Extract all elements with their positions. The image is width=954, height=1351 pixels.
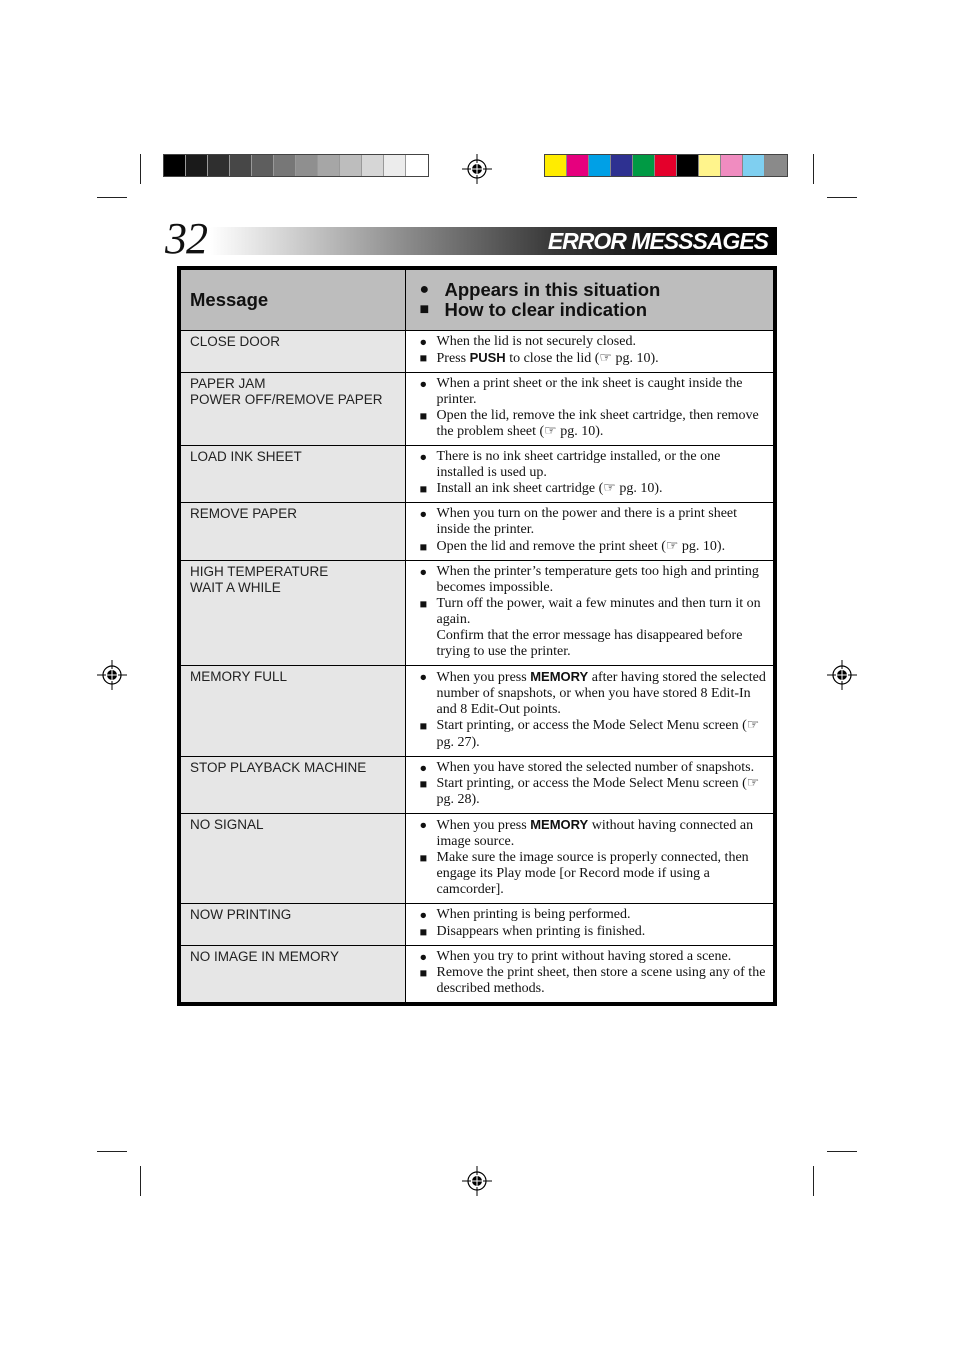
crop-mark bbox=[827, 197, 857, 198]
description-text: Turn off the power, wait a few minutes and then turn it on again. bbox=[436, 595, 761, 627]
situation-description-cell bbox=[405, 945, 775, 1004]
bullet-square-icon: ■ bbox=[419, 539, 428, 554]
table-row bbox=[179, 904, 775, 945]
item-text bbox=[437, 669, 768, 718]
error-message-cell bbox=[179, 904, 405, 945]
page-number: 32 bbox=[165, 214, 207, 263]
error-message-text: PAPER JAM bbox=[190, 375, 266, 391]
item-text bbox=[437, 907, 768, 923]
clear-instruction-item bbox=[420, 408, 768, 440]
table-header-row bbox=[179, 268, 775, 330]
bullet-square-icon: ■ bbox=[419, 350, 428, 365]
situation-description-cell bbox=[405, 904, 775, 945]
error-message-text: LOAD INK SHEET bbox=[190, 449, 302, 465]
bullet-spacer bbox=[420, 628, 437, 660]
clear-instruction-item bbox=[420, 965, 768, 997]
bullet-square-icon: ■ bbox=[419, 408, 428, 423]
gray-patch bbox=[230, 155, 252, 176]
description-text: Press bbox=[436, 350, 470, 366]
gray-patch bbox=[186, 155, 208, 176]
situation-description-cell bbox=[405, 330, 775, 372]
description-text: Install an ink sheet cartridge (☞ pg. 10). bbox=[436, 481, 663, 497]
situation-description-cell bbox=[405, 503, 775, 560]
color-patch bbox=[743, 155, 765, 176]
table-row bbox=[179, 560, 775, 666]
table-row bbox=[179, 446, 775, 503]
situation-item bbox=[420, 907, 768, 923]
crop-mark bbox=[813, 1166, 814, 1196]
description-text: Start printing, or access the Mode Select Menu screen (☞ pg. 28). bbox=[436, 775, 760, 807]
bullet-circle-icon: ● bbox=[419, 817, 428, 832]
bullet-circle-icon: ● bbox=[419, 949, 428, 964]
item-text bbox=[437, 718, 768, 750]
crop-mark bbox=[140, 154, 141, 184]
item-text bbox=[437, 760, 768, 776]
description-text: Disappears when printing is finished. bbox=[436, 923, 646, 939]
table-row bbox=[179, 813, 775, 903]
registration-mark-icon bbox=[827, 660, 857, 690]
item-text bbox=[437, 376, 768, 408]
button-name-text: MEMORY bbox=[530, 816, 589, 832]
situation-item bbox=[420, 449, 768, 481]
crop-mark bbox=[97, 1151, 127, 1152]
color-patch bbox=[677, 155, 699, 176]
gray-patch bbox=[208, 155, 230, 176]
item-text bbox=[437, 850, 768, 898]
description-text: Start printing, or access the Mode Select Menu screen (☞ pg. 27). bbox=[436, 718, 760, 750]
situation-item bbox=[420, 564, 768, 596]
table-row bbox=[179, 503, 775, 560]
error-message-cell bbox=[179, 372, 405, 445]
table-row bbox=[179, 330, 775, 372]
item-text bbox=[437, 564, 768, 596]
item-text bbox=[437, 350, 768, 367]
description-text: Remove the print sheet, then store a scene using any of the described methods. bbox=[436, 964, 766, 996]
item-text bbox=[437, 949, 768, 965]
error-message-text: WAIT A WHILE bbox=[190, 580, 281, 596]
situation-item bbox=[420, 334, 768, 350]
description-text: without having connected an image source. bbox=[436, 817, 754, 850]
color-patch bbox=[655, 155, 677, 176]
clear-instruction-item bbox=[420, 596, 768, 628]
table-row bbox=[179, 666, 775, 756]
clear-instruction-item bbox=[420, 776, 768, 808]
situation-description-cell bbox=[405, 372, 775, 445]
registration-mark-icon bbox=[97, 660, 127, 690]
situation-item bbox=[420, 669, 768, 718]
description-text: When the lid is not securely closed. bbox=[436, 333, 636, 349]
description-text: Make sure the image source is properly connected, then engage its Play mode [or Record mode if using a camcorder]. bbox=[436, 850, 749, 898]
color-patch bbox=[721, 155, 743, 176]
situation-description-cell bbox=[405, 813, 775, 903]
item-text bbox=[437, 965, 768, 997]
table-row bbox=[179, 372, 775, 445]
color-patch bbox=[699, 155, 721, 176]
gray-patch bbox=[406, 155, 428, 176]
section-title: ERROR MESSSAGES bbox=[547, 228, 768, 254]
header-clear-label: How to clear indication bbox=[444, 298, 647, 320]
header-situation-label: Appears in this situation bbox=[444, 278, 661, 300]
situation-item bbox=[420, 506, 768, 538]
color-patch bbox=[545, 155, 567, 176]
error-message-text: STOP PLAYBACK MACHINE bbox=[190, 759, 367, 775]
button-name-text: PUSH bbox=[469, 349, 506, 365]
bullet-square-icon: ■ bbox=[419, 965, 428, 980]
item-text bbox=[437, 596, 768, 628]
description-text: When you try to print without having stored a scene. bbox=[436, 948, 732, 964]
description-text: When printing is being performed. bbox=[436, 907, 631, 923]
error-message-cell bbox=[179, 666, 405, 756]
color-patch bbox=[765, 155, 787, 176]
color-patch bbox=[633, 155, 655, 176]
color-patch bbox=[589, 155, 611, 176]
clear-instruction-item bbox=[420, 718, 768, 750]
item-text bbox=[437, 449, 768, 481]
registration-mark-icon bbox=[462, 1166, 492, 1196]
bullet-square-icon: ■ bbox=[419, 851, 428, 866]
clear-instruction-item bbox=[420, 539, 768, 555]
error-message-text: REMOVE PAPER bbox=[190, 506, 298, 522]
error-message-cell bbox=[179, 503, 405, 560]
description-text: There is no ink sheet cartridge installed, or the one installed is used up. bbox=[436, 449, 721, 481]
bullet-square-icon: ■ bbox=[419, 924, 428, 939]
error-message-text: NO IMAGE IN MEMORY bbox=[190, 948, 340, 964]
error-message-text: MEMORY FULL bbox=[190, 669, 288, 685]
gray-patch bbox=[384, 155, 406, 176]
gray-patch bbox=[164, 155, 186, 176]
clear-instruction-item bbox=[420, 850, 768, 898]
color-patch bbox=[611, 155, 633, 176]
bullet-circle-icon: ● bbox=[419, 280, 430, 298]
bullet-circle-icon: ● bbox=[419, 564, 428, 579]
error-message-cell bbox=[179, 560, 405, 666]
crop-mark bbox=[97, 197, 127, 198]
column-header-message: Message bbox=[179, 268, 405, 330]
error-message-text: CLOSE DOOR bbox=[190, 333, 281, 349]
gray-patch bbox=[274, 155, 296, 176]
gray-patch bbox=[296, 155, 318, 176]
bullet-square-icon: ■ bbox=[419, 776, 428, 791]
situation-description-cell bbox=[405, 446, 775, 503]
column-header-situation bbox=[405, 268, 775, 330]
clear-instruction-item bbox=[420, 350, 768, 367]
table-row bbox=[179, 945, 775, 1004]
bullet-circle-icon: ● bbox=[419, 376, 428, 391]
situation-item bbox=[420, 949, 768, 965]
bullet-square-icon: ■ bbox=[419, 300, 430, 318]
color-patch bbox=[567, 155, 589, 176]
item-text bbox=[437, 539, 768, 555]
clear-instruction-item bbox=[420, 481, 768, 497]
error-message-text: HIGH TEMPERATURE bbox=[190, 563, 329, 579]
description-text: Open the lid and remove the print sheet (☞ pg. 10). bbox=[436, 538, 726, 554]
error-messages-table bbox=[177, 266, 777, 1006]
error-message-cell bbox=[179, 813, 405, 903]
description-text: When you press bbox=[436, 817, 531, 833]
error-message-cell bbox=[179, 330, 405, 372]
description-text: Confirm that the error message has disappeared before trying to use the printer. bbox=[436, 628, 743, 660]
situation-item bbox=[420, 817, 768, 850]
bullet-circle-icon: ● bbox=[419, 670, 428, 685]
item-text bbox=[437, 334, 768, 350]
registration-mark-icon bbox=[462, 154, 492, 184]
item-text bbox=[437, 506, 768, 538]
error-message-cell bbox=[179, 446, 405, 503]
bullet-circle-icon: ● bbox=[419, 908, 428, 923]
description-text: to close the lid (☞ pg. 10). bbox=[505, 350, 659, 366]
description-text: When the printer’s temperature gets too high and printing becomes impossible. bbox=[436, 563, 759, 595]
gray-patch bbox=[252, 155, 274, 176]
bullet-circle-icon: ● bbox=[419, 760, 428, 775]
gray-patch bbox=[318, 155, 340, 176]
button-name-text: MEMORY bbox=[530, 669, 589, 685]
crop-mark bbox=[813, 154, 814, 184]
item-text bbox=[437, 628, 768, 660]
situation-item bbox=[420, 376, 768, 408]
bullet-square-icon: ■ bbox=[419, 719, 428, 734]
error-message-cell bbox=[179, 945, 405, 1004]
item-text bbox=[437, 408, 768, 440]
gray-patch bbox=[362, 155, 384, 176]
gray-patch bbox=[340, 155, 362, 176]
description-text: When a print sheet or the ink sheet is caught inside the printer. bbox=[436, 375, 743, 407]
error-message-text: NOW PRINTING bbox=[190, 907, 292, 923]
item-text bbox=[437, 817, 768, 850]
description-text: When you turn on the power and there is a print sheet inside the printer. bbox=[436, 506, 738, 538]
error-message-cell bbox=[179, 756, 405, 813]
crop-mark bbox=[827, 1151, 857, 1152]
crop-mark bbox=[140, 1166, 141, 1196]
clear-instruction-item bbox=[420, 924, 768, 940]
error-message-text: POWER OFF/REMOVE PAPER bbox=[190, 392, 383, 408]
color-calibration-bar bbox=[544, 154, 788, 177]
clear-instruction-item bbox=[420, 628, 768, 660]
situation-description-cell bbox=[405, 756, 775, 813]
description-text: When you have stored the selected number of snapshots. bbox=[436, 759, 755, 775]
bullet-circle-icon: ● bbox=[419, 334, 428, 349]
bullet-square-icon: ■ bbox=[419, 482, 428, 497]
item-text bbox=[437, 776, 768, 808]
item-text bbox=[437, 924, 768, 940]
situation-description-cell bbox=[405, 560, 775, 666]
description-text: When you press bbox=[436, 670, 531, 686]
bullet-circle-icon: ● bbox=[419, 507, 428, 522]
item-text bbox=[437, 481, 768, 497]
situation-description-cell bbox=[405, 666, 775, 756]
description-text: after having stored the selected number of snapshots, or when you have stored 8 Edit-In and 8 Edit-Out points. bbox=[436, 670, 766, 718]
table-body bbox=[179, 330, 775, 1004]
bullet-square-icon: ■ bbox=[419, 596, 428, 611]
situation-item bbox=[420, 760, 768, 776]
table-row bbox=[179, 756, 775, 813]
error-message-text: NO SIGNAL bbox=[190, 816, 264, 832]
description-text: Open the lid, remove the ink sheet cartridge, then remove the problem sheet (☞ pg. 10). bbox=[436, 407, 759, 439]
bullet-circle-icon: ● bbox=[419, 450, 428, 465]
grayscale-calibration-bar bbox=[163, 154, 429, 177]
